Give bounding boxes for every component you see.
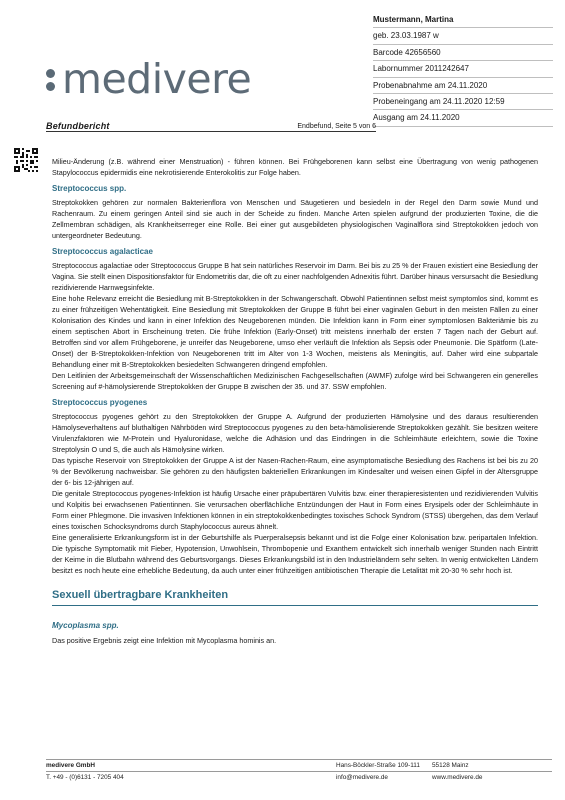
pyogenes-paragraph-3: Die genitale Streptococcus pyogenes-Infektion ist häufig Ursache einer präpubertären Vulvitis bzw. einer therapieresistenten und rezidivierenden Vulvitis und Kolpitis bei erwachsenen Patientinnen. Sie verursachen oberflächliche Entzündungen der Haut in Form eines Erysipels oder der Schleimhäute in Form einer Phlegmone. Die invasiven Infektionen können in ein streptokokkenbedingtes toxisches Schock Syndrom (STSS) übergehen, das dem Verlauf eines toxischen Schocksyndroms durch Staphylococcus aureus ähnelt. <box>52 489 538 531</box>
footer-website-link[interactable]: www.medivere.de <box>432 774 483 781</box>
logo-wordmark: medivere <box>62 54 252 103</box>
section-heading-sti: Sexuell übertragbare Krankheiten <box>52 587 538 606</box>
patient-name: Mustermann, Martina <box>373 12 553 28</box>
footer-address: Hans-Böckler-Straße 109-111 <box>336 762 420 769</box>
agalacticae-paragraph-1: Streptococcus agalactiae oder Streptococcus Gruppe B hat sein natürliches Reservoir im Darm. Bei bis zu 25 % der Frauen existiert eine Besiedlung der Vagina. Sie stellt einen Dispositionsfaktor für Endometritis dar, die oft zu einer nachfolgenden Adnexitis führt. Darüber hinaus versursacht die Besiedlung rezidivierende Harnwegsinfekte. <box>52 261 538 292</box>
report-content <box>52 156 538 646</box>
qr-code-icon <box>14 148 38 172</box>
heading-mycoplasma-spp: Mycoplasma spp. <box>52 621 119 630</box>
report-header-bar <box>46 120 376 132</box>
footer-city: 55128 Mainz <box>432 762 469 769</box>
footer-company: medivere GmbH <box>46 762 96 769</box>
streptococcus-spp-text: Streptokokken gehören zur normalen Bakterienflora von Menschen und Säugetieren und besiedeln in der Regel den Darm sowie Mund und Rachenraum. Zu einem geringen Anteil sind sie auch in der Scheide zu finden. Manche Arten spielen aufgrund der produzierten Toxine, die die Zellmembran schädigen, als Krankheitserreger eine Rolle. Bei einer gut ausgebildeten physiologischen Vaginalflora sind Streptokokken jedoch von untergeordneter Bedeutung. <box>52 198 538 240</box>
logo-dots-icon <box>44 64 58 94</box>
patient-birthdate: geb. 23.03.1987 w <box>373 28 553 44</box>
intro-paragraph: Milieu-Änderung (z.B. während einer Menstruation) - führen können. Bei Frühgeborenen kann selbst eine Übertragung von wenig pathogenen Stapylococcus epidermidis eine nekrotisierende Enterokolitis zur Folge haben. <box>52 157 538 177</box>
sampling-date: Probenabnahme am 24.11.2020 <box>373 78 553 94</box>
heading-streptococcus-pyogenes: Streptococcus pyogenes <box>52 398 148 407</box>
received-date: Probeneingang am 24.11.2020 12:59 <box>373 94 553 110</box>
footer-email-link[interactable]: info@medivere.de <box>336 774 388 781</box>
pyogenes-paragraph-4: Eine generalisierte Erkrankungsform ist in der Geburtshilfe als Puerperalsepsis bekannt und ist die Folge einer Kolonisation bzw. peripartalen Infektion. Die typische Symptomatik mit Fieber, Hypotension, Unwohlsein, Thrombopenie und Exanthem entwickelt sich innerhalb weniger Stunden nach Eintritt der Keime in die Blutbahn während des Geburtsvorgangs. Dieses Erkrankungsbild ist in den Industrieländern sehr selten. In wenig entwickelten Ländern besitzt es noch heute eine erhebliche Bedeutung, da auch unter einer frühzeitigen antibiotischen Therapie die Letalität mit 20-30 % sehr hoch ist. <box>52 533 538 575</box>
lab-number: Labornummer 2011242647 <box>373 61 553 77</box>
heading-streptococcus-spp: Streptococcus spp. <box>52 184 127 193</box>
pyogenes-paragraph-1: Streptococcus pyogenes gehört zu den Streptokokken der Gruppe A. Aufgrund der produzierten Hämolysine und des daraus resultierenden Hämolyseverhaltens auf bluthaltigen Nährböden wird Streptococcus pyogenes zu den beta-hämolisierende Streptokokken gezählt. Sie besitzen weitere Virulenzfaktoren wie M-Protein und Hyaluronidase, welche die Adhäsion und das Eindringen in die Schleimhäute erleichtern, sowie die Toxine Streptolysin O und S, die auch als Hämolysine wirken. <box>52 412 538 454</box>
patient-info-block <box>373 12 553 127</box>
issued-date: Ausgang am 24.11.2020 <box>373 110 553 126</box>
footer-phone: T. +49 - (0)6131 - 7205 404 <box>46 774 124 781</box>
report-title: Befundbericht <box>46 121 110 131</box>
heading-streptococcus-agalacticae: Streptococcus agalacticae <box>52 247 153 256</box>
page-footer <box>46 759 552 784</box>
medivere-logo <box>44 56 251 102</box>
barcode-number: Barcode 42656560 <box>373 45 553 61</box>
pyogenes-paragraph-2: Das typische Reservoir von Streptokokken der Gruppe A ist der Nasen-Rachen-Raum, eine asymptomatische Besiedlung des Rachens ist bei bis zu 20 % der Bevölkerung nachweisbar. Sie gehören zu den häufigsten bakteriellen Erkrankungen im Kindesalter und weisen einen Gipfel in der Altersgruppe der 6- bis 12-jährigen auf. <box>52 456 538 487</box>
agalacticae-paragraph-2: Eine hohe Relevanz erreicht die Besiedlung mit B-Streptokokken in der Schwangerschaft. Obwohl Patientinnen selbst meist symptomlos sind, kommt es zu einer frühzeitigen Wehentätigkeit. Eine Besiedlung mit Streptokokken der Gruppe B führt bei einer vaginalen Geburt in den meisten Fällen zu einer Kolonisation des Kindes und kann in einer Infektion des Neugeborenen münden. Die Infektion kann in Form einer symptomlosen Bakteriämie bis zu einem septischen Abort in Erscheinung treten. Die frühe Infektion (Early-Onset) tritt meistens innerhalb der ersten 7 Tagen nach der Geburt auf. Betroffen sind vor allem Frühgeborene, je unreifer das Neugeborene, umso eher verläuft die Infektion als Sepsis oder Pneumonie. Die Spätform (Late-Onset) der B-Streptokokken-Infektion von Neugeborenen tritt im Alter von 1-3 Wochen, meistens als Meningitis, auf. Daher wird eine subpartale Behandlung einer mit B-Streptokokken besiedelten Schwangeren dringend empfohlen. <box>52 294 538 369</box>
mycoplasma-result-text: Das positive Ergebnis zeigt eine Infektion mit Mycoplasma hominis an. <box>52 636 277 645</box>
agalacticae-paragraph-3: Den Leitlinien der Arbeitsgemeinschaft der Wissenschaftlichen Medizinischen Fachgesellschaften (AWMF) zufolge wird bei Schwangeren ein generelles Screening auf #-hämolysierende Streptokokken der Gruppe B zwischen der 35. und 37. SSW empfohlen. <box>52 371 538 391</box>
page-indicator: Endbefund, Seite 5 von 6 <box>297 123 376 130</box>
